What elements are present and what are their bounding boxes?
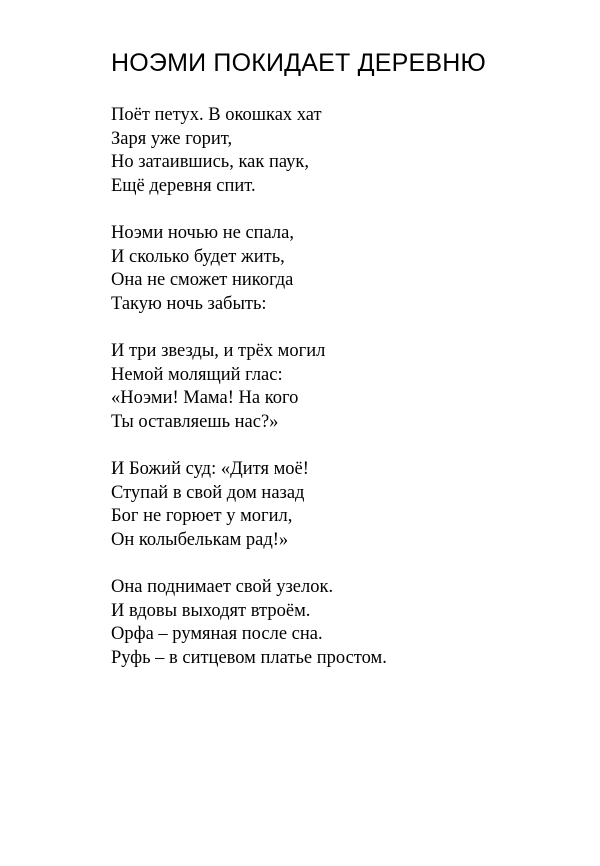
poem-line: Бог не горюет у могил, [111,506,293,526]
poem-line: И три звезды, и трёх могил [111,341,326,361]
stanza-2 [111,222,571,316]
stanza-4 [111,458,571,552]
poem-line: Ещё деревня спит. [111,175,256,196]
poem-line: И вдовы выходят втроём. [111,600,311,621]
poem-line: Она поднимает свой узелок. [111,577,334,597]
poem-line: Немой молящий глас: [111,364,283,385]
stanza-3 [111,340,571,434]
poem-line: Поёт петух. В окошках хат [111,105,322,125]
poem-line: Но затаившись, как паук, [111,152,310,172]
poem-line: «Ноэми! Мама! На кого [111,388,299,408]
poem-line: И сколько будет жить, [111,246,285,267]
poem-title: НОЭМИ ПОКИДАЕТ ДЕРЕВНЮ [111,49,486,77]
poem-line: Она не сможет никогда [111,270,294,290]
poem-line: Он колыбелькам рад!» [111,529,289,550]
poem-line: Ступай в свой дом назад [111,482,305,503]
poem-line: Руфь – в ситцевом платье простом. [111,647,387,668]
poem-line: Орфа – румяная после сна. [111,624,323,644]
poem-line: И Божий суд: «Дитя моё! [111,459,309,479]
poem-body [111,104,571,694]
poem-line: Такую ночь забыть: [111,293,267,314]
poem-line: Ты оставляешь нас?» [111,411,279,432]
poem-line: Ноэми ночью не спала, [111,223,294,243]
stanza-5 [111,576,571,670]
stanza-1 [111,104,571,198]
poem-line: Заря уже горит, [111,128,233,149]
